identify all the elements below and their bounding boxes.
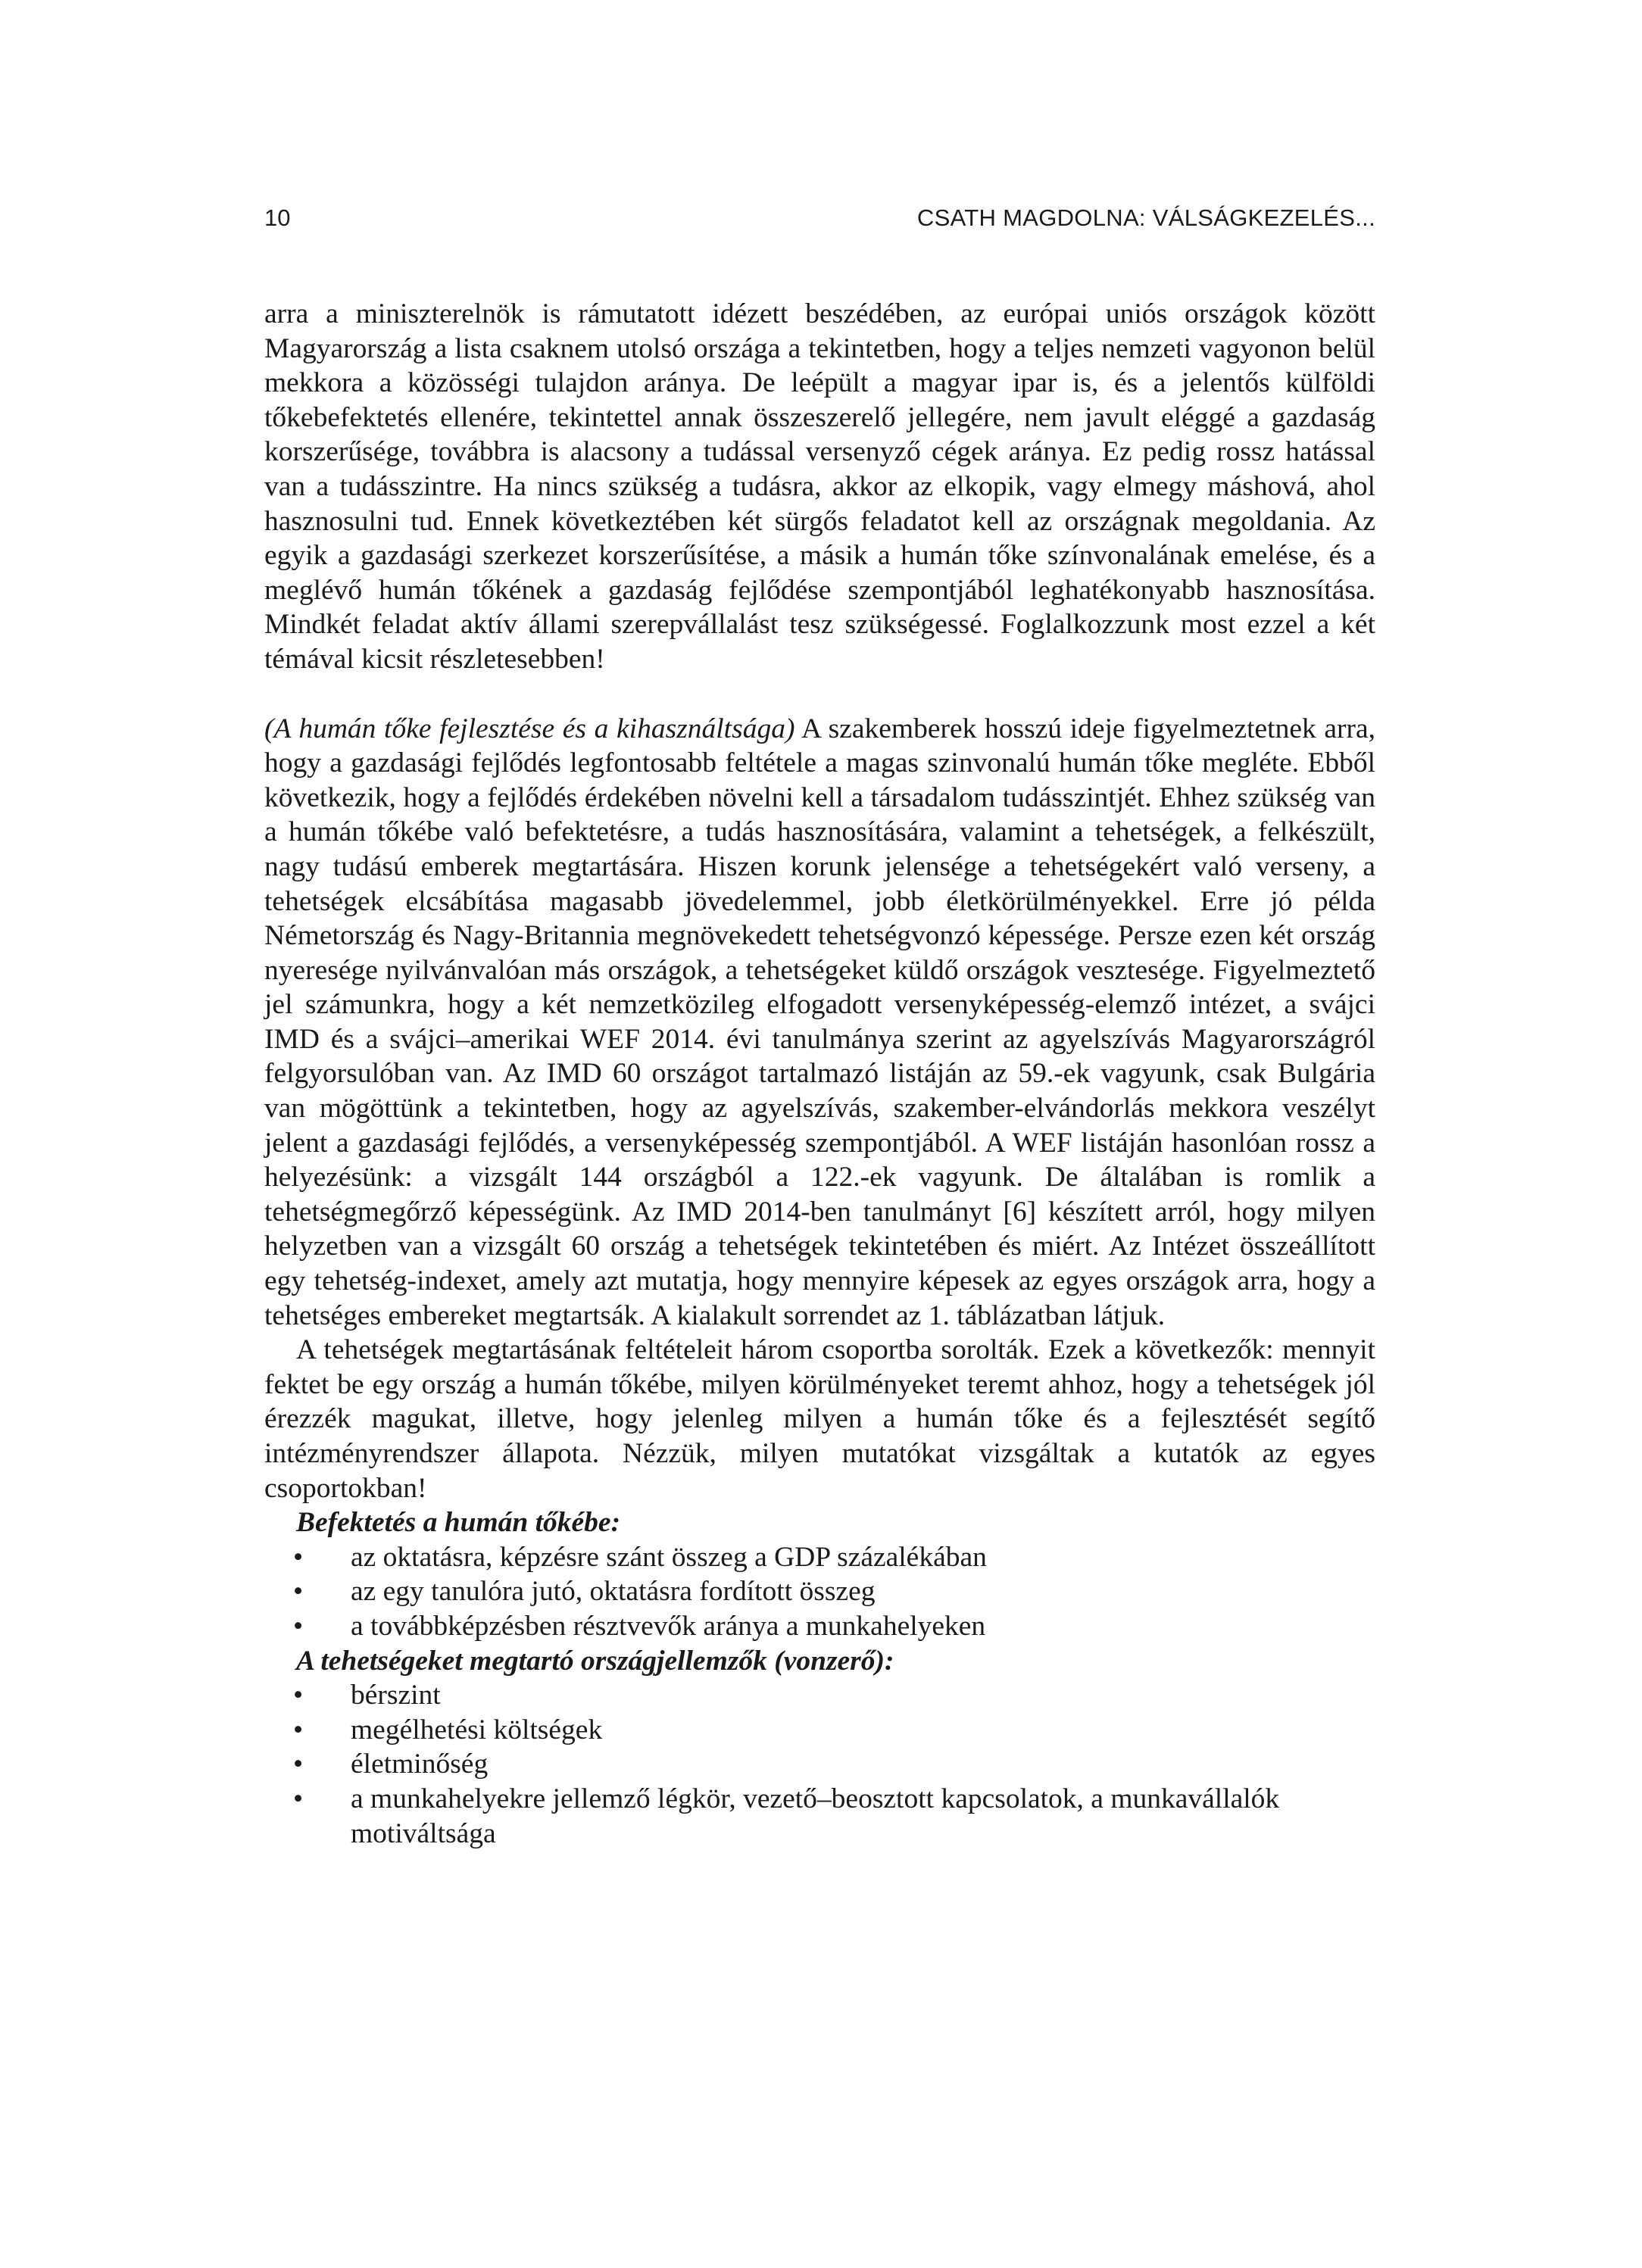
list-item	[264, 1747, 1375, 1782]
body-text	[264, 297, 1375, 1851]
bullet-icon: •	[293, 1783, 304, 1814]
list-item-text: az oktatásra, képzésre szánt összeg a GDP százalékában	[351, 1541, 987, 1573]
section-lead-italic: (A humán tőke fejlesztése és a kihasználtsága)	[264, 713, 795, 744]
list-item	[264, 1713, 1375, 1748]
list-item-text: a munkahelyekre jellemző légkör, vezető–beosztott kapcsolatok, a munkavállalók motiváltsága	[351, 1783, 1280, 1849]
list-item-text: életminőség	[351, 1749, 489, 1780]
paragraph-1: arra a miniszterelnök is rámutatott idézett beszédében, az európai uniós országok között Magyarország a lista csaknem utolsó országa a tekintetben, hogy a teljes nemzeti vagyonon belül mekkora a közösségi tulajdon aránya. De leépült a magyar ipar is, és a jelentős külföldi tőkebefektetés ellenére, tekintettel annak összeszerelő jellegére, nem javult eléggé a gazdaság korszerűsége, továbbra is alacsony a tudással versenyző cégek aránya. Ez pedig rossz hatással van a tudásszintre. Ha nincs szükség a tudásra, akkor az elkopik, vagy elmegy máshová, ahol hasznosulni tud. Ennek következtében két sürgős feladatot kell az országnak megoldania. Az egyik a gazdasági szerkezet korszerűsítése, a másik a humán tőke színvonalának emelése, és a meglévő humán tőkének a gazdaság fejlődése szempontjából leghatékonyabb hasznosítása. Mindkét feladat aktív állami szerepvállalást tesz szükségessé. Foglalkozzunk most ezzel a két témával kicsit részletesebben!	[264, 298, 1375, 675]
list-1	[264, 1540, 1375, 1644]
list-2	[264, 1678, 1375, 1851]
running-title: CSATH MAGDOLNA: VÁLSÁGKEZELÉS...	[916, 204, 1375, 231]
bullet-icon: •	[293, 1680, 304, 1711]
list-item-text: a továbbképzésben résztvevők aránya a munkahelyeken	[351, 1610, 986, 1642]
list-item-text: az egy tanulóra jutó, oktatásra fordított összeg	[351, 1576, 876, 1608]
list-item	[264, 1782, 1375, 1851]
list-2-heading: A tehetségeket megtartó országjellemzők (vonzerő):	[296, 1645, 894, 1677]
paragraph-2-text: A szakemberek hosszú ideje figyelmeztetnek arra, hogy a gazdasági fejlődés legfontosabb feltétele a magas szinvonalú humán tőke megléte. Ebből következik, hogy a fejlődés érdekében növelni kell a társadalom tudásszintjét. Ehhez szükség van a humán tőkébe való befektetésre, a tudás hasznosítására, valamint a tehetségek, a felkészült, nagy tudású emberek megtartására. Hiszen korunk jelensége a tehetségekért való verseny, a tehetségek elcsábítása magasabb jövedelemmel, jobb életkörülményekkel. Erre jó példa Németország és Nagy-Britannia megnövekedett tehetségvonzó képessége. Persze ezen két ország nyeresége nyilvánvalóan más országok, a tehetségeket küldő országok vesztesége. Figyelmeztető jel számunkra, hogy a két nemzetközileg elfogadott versenyképesség-elemző intézet, a svájci IMD és a svájci–amerikai WEF 2014. évi tanulmánya szerint az agyelszívás Magyarországról felgyorsulóban van. Az IMD 60 országot tartalmazó listáján az 59.-ek vagyunk, csak Bulgária van mögöttünk a tekintetben, hogy az agyelszívás, szakember-elvándorlás mekkora veszélyt jelent a gazdasági fejlődés, a versenyképesség szempontjából. A WEF listáján hasonlóan rossz a helyezésünk: a vizsgált 144 országból a 122.-ek vagyunk. De általában is romlik a tehetségmegőrző képességünk. Az IMD 2014-ben tanulmányt [6] készített arról, hogy milyen helyzetben van a vizsgált 60 ország a tehetségek tekintetében és miért. Az Intézet összeállított egy tehetség-indexet, amely azt mutatja, hogy mennyire képesek az egyes országok arra, hogy a tehetséges embereket megtartsák. A kialakult sorrendet az 1. táblázatban látjuk.	[264, 713, 1375, 1331]
bullet-icon: •	[293, 1576, 304, 1608]
running-header	[264, 204, 1375, 235]
list-item-text: bérszint	[351, 1680, 441, 1711]
list-item	[264, 1678, 1375, 1713]
list-item-text: megélhetési költségek	[351, 1714, 603, 1745]
bullet-icon: •	[293, 1749, 304, 1780]
list-item	[264, 1540, 1375, 1575]
list-item	[264, 1574, 1375, 1609]
paragraph-gap	[264, 677, 1375, 712]
list-item	[264, 1609, 1375, 1644]
bullet-icon: •	[293, 1714, 304, 1745]
paragraph-3: A tehetségek megtartásának feltételeit három csoportba sorolták. Ezek a következők: mennyit fektet be egy ország a humán tőkébe, milyen körülményeket teremt ahhoz, hogy a tehetségek jól érezzék magukat, illetve, hogy jelenleg milyen a humán tőke és a fejlesztését segítő intézményrendszer állapota. Nézzük, milyen mutatókat vizsgáltak a kutatók az egyes csoportokban!	[264, 1334, 1375, 1504]
paragraph-2	[264, 712, 1375, 1334]
list-1-heading: Befektetés a humán tőkébe:	[296, 1507, 621, 1539]
page-number: 10	[264, 204, 291, 231]
bullet-icon: •	[293, 1610, 304, 1642]
bullet-icon: •	[293, 1541, 304, 1573]
